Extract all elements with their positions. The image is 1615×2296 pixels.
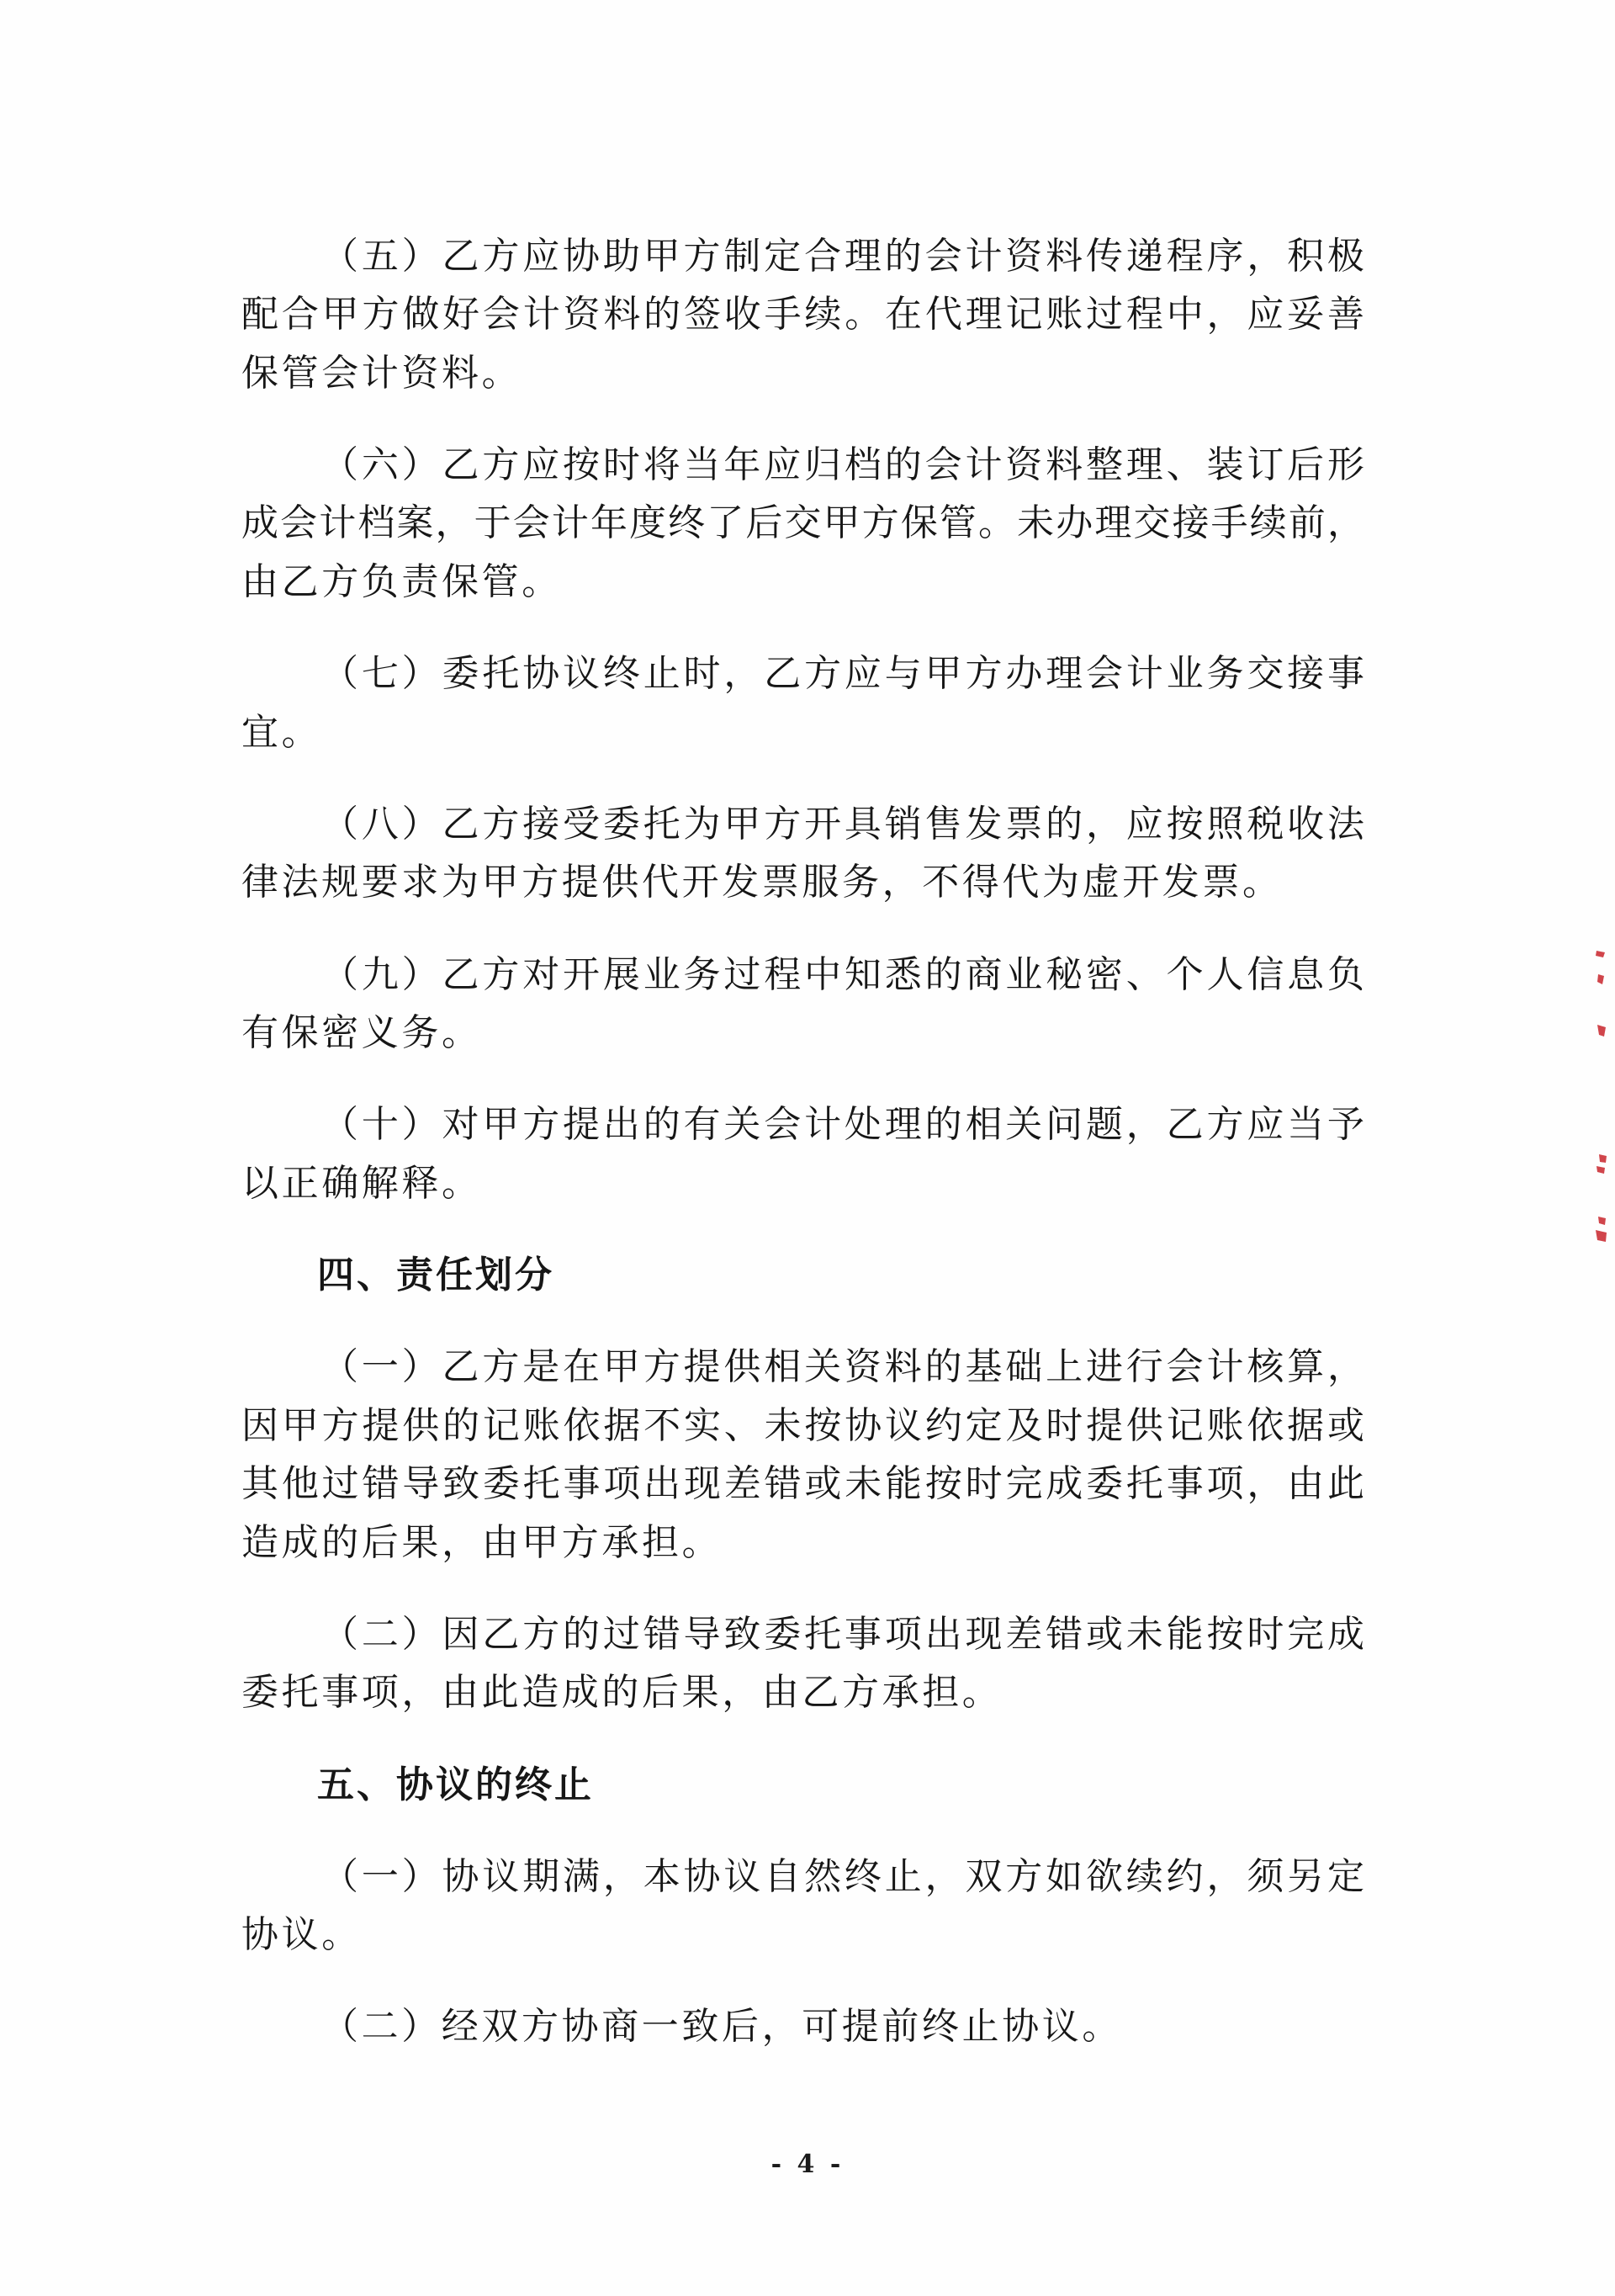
paragraph-line: 律法规要求为甲方提供代开发票服务，不得代为虚开发票。 (241, 861, 1283, 904)
clause-paragraph (241, 946, 1364, 1063)
paragraph-line: （八）乙方接受委托为甲方开具销售发票的，应按照税收法 (321, 802, 1364, 846)
paragraph-line: （二）经双方协商一致后，可提前终止协议。 (321, 2005, 1122, 2049)
paragraph-line: （九）乙方对开展业务过程中知悉的商业秘密、个人信息负 (321, 952, 1364, 996)
seal-fragment (1581, 942, 1615, 1262)
paragraph-line: 保管会计资料。 (241, 351, 522, 395)
paragraph-line: 配合甲方做好会计资料的签收手续。在代理记账过程中，应妥善 (241, 293, 1364, 337)
paragraph-line: （二）因乙方的过错导致委托事项出现差错或未能按时完成 (321, 1612, 1364, 1656)
paragraph-line: （十）对甲方提出的有关会计处理的相关问题，乙方应当予 (321, 1103, 1364, 1147)
clause-paragraph (241, 1605, 1364, 1722)
clause-paragraph (241, 644, 1364, 761)
clause-paragraph (241, 1848, 1364, 1965)
section-heading: 五、协议的终止 (317, 1763, 594, 1806)
paragraph-line: （一）乙方是在甲方提供相关资料的基础上进行会计核算， (321, 1345, 1364, 1388)
paragraph-line: 造成的后果，由甲方承担。 (241, 1520, 723, 1564)
paragraph-line: 委托事项，由此造成的后果，由乙方承担。 (241, 1671, 1003, 1715)
paragraph-line: 因甲方提供的记账依据不实、未按协议约定及时提供记账依据或 (241, 1403, 1364, 1447)
paragraph-line: （五）乙方应协助甲方制定合理的会计资料传递程序，积极 (321, 234, 1364, 278)
clause-paragraph (241, 1338, 1364, 1572)
clause-paragraph (241, 436, 1364, 612)
paragraph-line: （一）协议期满，本协议自然终止，双方如欲续约，须另定 (321, 1854, 1364, 1898)
section-heading: 四、责任划分 (317, 1253, 554, 1296)
paragraph-line: （六）乙方应按时将当年应归档的会计资料整理、装订后形 (321, 443, 1364, 486)
paragraph-line: （七）委托协议终止时，乙方应与甲方办理会计业务交接事 (321, 652, 1364, 696)
document-body (241, 227, 1364, 2056)
paragraph-line: 有保密义务。 (241, 1011, 482, 1055)
clause-paragraph (241, 1997, 1364, 2056)
paragraph-line: 成会计档案，于会计年度终了后交甲方保管。未办理交接手续前， (241, 501, 1364, 545)
page-number: - 4 - (770, 2150, 845, 2179)
clause-paragraph (241, 1095, 1364, 1212)
paragraph-line: 其他过错导致委托事项出现差错或未能按时完成委托事项，由此 (241, 1462, 1364, 1506)
section-block (241, 1246, 1364, 1305)
paragraph-line: 由乙方负责保管。 (241, 560, 562, 604)
paragraph-line: 协议。 (241, 1913, 362, 1957)
clause-paragraph (241, 227, 1364, 403)
clause-paragraph (241, 795, 1364, 912)
paragraph-line: 宜。 (241, 710, 322, 754)
section-block (241, 1756, 1364, 1815)
paragraph-line: 以正确解释。 (241, 1161, 482, 1205)
